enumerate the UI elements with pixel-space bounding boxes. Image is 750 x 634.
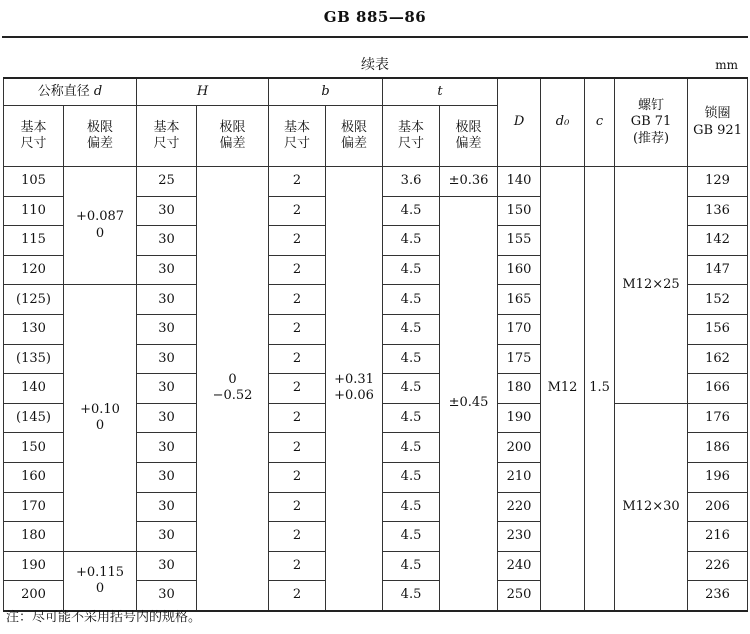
t-basic-cell: 4.5 <box>383 403 440 433</box>
header-b: b <box>269 78 383 106</box>
b-basic-cell: 2 <box>269 255 326 285</box>
d-tolerance-cell: +0.087 0 <box>64 167 137 285</box>
subheader-basic-size: 基本 尺寸 <box>269 106 326 167</box>
D-cell: 250 <box>498 581 541 611</box>
d-basic-cell: 140 <box>4 374 64 404</box>
H-basic-cell: 30 <box>137 374 197 404</box>
d-basic-cell: (135) <box>4 344 64 374</box>
t-basic-cell: 4.5 <box>383 344 440 374</box>
subheader-tolerance: 极限 偏差 <box>64 106 137 167</box>
H-basic-cell: 30 <box>137 433 197 463</box>
D-cell: 230 <box>498 522 541 552</box>
H-basic-cell: 30 <box>137 581 197 611</box>
t-basic-cell: 4.5 <box>383 226 440 256</box>
subheader-tolerance: 极限 偏差 <box>326 106 383 167</box>
H-tolerance-cell: 0 −0.52 <box>197 167 269 611</box>
subheader-basic-size: 基本 尺寸 <box>4 106 64 167</box>
H-basic-cell: 30 <box>137 403 197 433</box>
D-cell: 175 <box>498 344 541 374</box>
ring-cell: 142 <box>688 226 748 256</box>
D-cell: 155 <box>498 226 541 256</box>
H-basic-cell: 30 <box>137 196 197 226</box>
t-basic-cell: 3.6 <box>383 167 440 197</box>
D-cell: 170 <box>498 314 541 344</box>
d-basic-cell: 150 <box>4 433 64 463</box>
ring-cell: 156 <box>688 314 748 344</box>
d0-cell: M12 <box>541 167 585 611</box>
ring-cell: 186 <box>688 433 748 463</box>
subheader-basic-size: 基本 尺寸 <box>137 106 197 167</box>
header-c: c <box>585 78 615 167</box>
H-basic-cell: 30 <box>137 314 197 344</box>
t-basic-cell: 4.5 <box>383 462 440 492</box>
d-basic-cell: 200 <box>4 581 64 611</box>
b-basic-cell: 2 <box>269 226 326 256</box>
b-basic-cell: 2 <box>269 374 326 404</box>
header-screw: 螺钉 GB 71 (推荐) <box>615 78 688 167</box>
d-basic-cell: 170 <box>4 492 64 522</box>
ring-cell: 162 <box>688 344 748 374</box>
D-cell: 220 <box>498 492 541 522</box>
H-basic-cell: 25 <box>137 167 197 197</box>
b-basic-cell: 2 <box>269 196 326 226</box>
b-basic-cell: 2 <box>269 344 326 374</box>
ring-cell: 147 <box>688 255 748 285</box>
header-d: 公称直径 d <box>4 78 137 106</box>
ring-cell: 176 <box>688 403 748 433</box>
ring-cell: 166 <box>688 374 748 404</box>
t-basic-cell: 4.5 <box>383 433 440 463</box>
d-basic-cell: 160 <box>4 462 64 492</box>
d-basic-cell: (125) <box>4 285 64 315</box>
ring-cell: 129 <box>688 167 748 197</box>
t-basic-cell: 4.5 <box>383 374 440 404</box>
H-basic-cell: 30 <box>137 462 197 492</box>
ring-cell: 196 <box>688 462 748 492</box>
H-basic-cell: 30 <box>137 285 197 315</box>
D-cell: 190 <box>498 403 541 433</box>
header-t: t <box>383 78 498 106</box>
t-basic-cell: 4.5 <box>383 581 440 611</box>
subheader-tolerance: 极限 偏差 <box>440 106 498 167</box>
d-basic-cell: 130 <box>4 314 64 344</box>
b-basic-cell: 2 <box>269 433 326 463</box>
c-cell: 1.5 <box>585 167 615 611</box>
t-basic-cell: 4.5 <box>383 551 440 581</box>
D-cell: 150 <box>498 196 541 226</box>
b-basic-cell: 2 <box>269 314 326 344</box>
D-cell: 210 <box>498 462 541 492</box>
t-basic-cell: 4.5 <box>383 255 440 285</box>
d-tolerance-cell: +0.115 0 <box>64 551 137 611</box>
header-H: H <box>137 78 269 106</box>
d-basic-cell: 120 <box>4 255 64 285</box>
b-basic-cell: 2 <box>269 522 326 552</box>
top-rule <box>2 36 748 38</box>
ring-cell: 236 <box>688 581 748 611</box>
unit-label: mm <box>715 58 738 72</box>
header-D: D <box>498 78 541 167</box>
d-basic-cell: 105 <box>4 167 64 197</box>
D-cell: 200 <box>498 433 541 463</box>
ring-cell: 216 <box>688 522 748 552</box>
D-cell: 240 <box>498 551 541 581</box>
D-cell: 160 <box>498 255 541 285</box>
H-basic-cell: 30 <box>137 226 197 256</box>
H-basic-cell: 30 <box>137 522 197 552</box>
spec-table <box>3 77 748 612</box>
table-row <box>4 167 748 197</box>
d-basic-cell: 115 <box>4 226 64 256</box>
d-basic-cell: 110 <box>4 196 64 226</box>
screw-cell: M12×25 <box>615 167 688 404</box>
b-basic-cell: 2 <box>269 403 326 433</box>
d-basic-cell: 190 <box>4 551 64 581</box>
D-cell: 180 <box>498 374 541 404</box>
b-basic-cell: 2 <box>269 167 326 197</box>
t-basic-cell: 4.5 <box>383 314 440 344</box>
screw-cell: M12×30 <box>615 403 688 611</box>
header-d0: d₀ <box>541 78 585 167</box>
D-cell: 140 <box>498 167 541 197</box>
b-basic-cell: 2 <box>269 551 326 581</box>
b-basic-cell: 2 <box>269 462 326 492</box>
ring-cell: 136 <box>688 196 748 226</box>
standard-number: GB 885—86 <box>323 8 427 26</box>
b-tolerance-cell: +0.31 +0.06 <box>326 167 383 611</box>
header-ring: 锁圈 GB 921 <box>688 78 748 167</box>
subheader-tolerance: 极限 偏差 <box>197 106 269 167</box>
b-basic-cell: 2 <box>269 581 326 611</box>
d-tolerance-cell: +0.10 0 <box>64 285 137 551</box>
d-basic-cell: 180 <box>4 522 64 552</box>
ring-cell: 226 <box>688 551 748 581</box>
t-basic-cell: 4.5 <box>383 285 440 315</box>
b-basic-cell: 2 <box>269 492 326 522</box>
H-basic-cell: 30 <box>137 344 197 374</box>
b-basic-cell: 2 <box>269 285 326 315</box>
subheader-basic-size: 基本 尺寸 <box>383 106 440 167</box>
t-basic-cell: 4.5 <box>383 196 440 226</box>
ring-cell: 152 <box>688 285 748 315</box>
ring-cell: 206 <box>688 492 748 522</box>
t-basic-cell: 4.5 <box>383 492 440 522</box>
d-basic-cell: (145) <box>4 403 64 433</box>
footnote: 注：尽可能不采用括号内的规格。 <box>6 610 202 625</box>
t-basic-cell: 4.5 <box>383 522 440 552</box>
H-basic-cell: 30 <box>137 492 197 522</box>
continued-title: 续表 <box>361 57 389 73</box>
H-basic-cell: 30 <box>137 255 197 285</box>
t-tolerance-cell: ±0.36 <box>440 167 498 197</box>
D-cell: 165 <box>498 285 541 315</box>
t-tolerance-cell: ±0.45 <box>440 196 498 611</box>
H-basic-cell: 30 <box>137 551 197 581</box>
